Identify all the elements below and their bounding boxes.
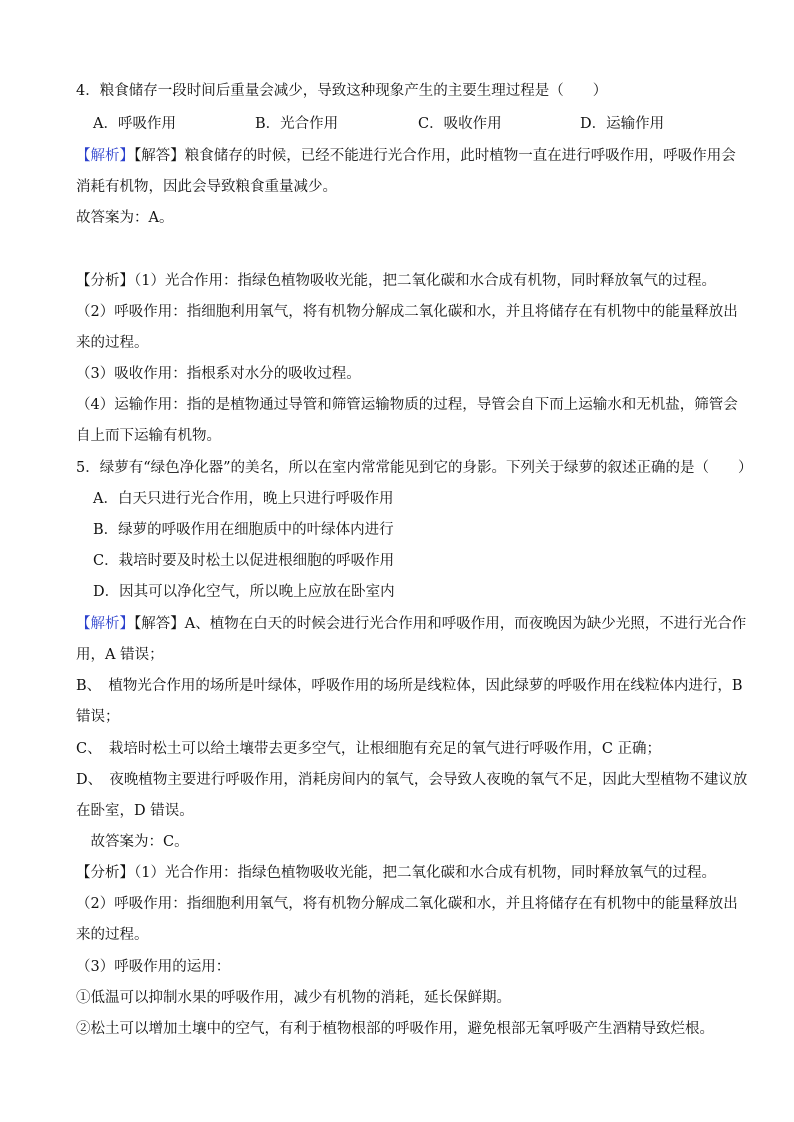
q5-d-line-1: D、 夜晚植物主要进行呼吸作用，消耗房间内的氧气，会导致人夜晚的氧气不足，因此大型植物不建议放 (76, 772, 748, 788)
q5-analysis-line: 来的过程。 (76, 927, 149, 943)
q5-option-d: D．因其可以净化空气，所以晚上应放在卧室内 (93, 584, 395, 600)
q5-d-line-2: 在卧室，D 错误。 (76, 803, 194, 819)
q4-analysis-line: （4）运输作用：指的是植物通过导管和筛管运输物质的过程，导管会自下而上运输水和无机盐，筛管会 (76, 397, 738, 413)
q4-option-d: D．运输作用 (580, 116, 665, 132)
q5-c-line: C、 栽培时松土可以给土壤带去更多空气，让根细胞有充足的氧气进行呼吸作用，C 正确； (76, 741, 662, 757)
q5-b-line-2: 错误； (76, 709, 120, 725)
q5-option-b: B．绿萝的呼吸作用在细胞质中的叶绿体内进行 (93, 522, 394, 538)
q4-option-a: A．呼吸作用 (93, 116, 176, 132)
q5-stem: 5．绿萝有“绿色净化器”的美名，所以在室内常常能见到它的身影。下列关于绿萝的叙述正确的是（ ） (76, 460, 753, 476)
q4-analysis-line: （3）吸收作用：指根系对水分的吸收过程。 (76, 366, 361, 382)
q4-analysis-line: 【分析】（1）光合作用：指绿色植物吸收光能，把二氧化碳和水合成有机物，同时释放氧气的过程。 (76, 273, 716, 289)
q5-option-c: C．栽培时要及时松土以促进根细胞的呼吸作用 (93, 553, 395, 569)
q5-analysis-line: ②松土可以增加土壤中的空气，有利于植物根部的呼吸作用，避免根部无氧呼吸产生酒精导致烂根。 (76, 1021, 714, 1037)
q4-stem: 4．粮食储存一段时间后重量会减少，导致这种现象产生的主要生理过程是（ ） (76, 83, 608, 99)
q5-answer-line-2: 用，A 错误； (76, 647, 164, 663)
q4-option-b: B．光合作用 (255, 116, 339, 132)
q5-analysis-line: ①低温可以抑制水果的呼吸作用，减少有机物的消耗，延长保鲜期。 (76, 990, 511, 1006)
q4-analysis-line: （2）呼吸作用：指细胞利用氧气，将有机物分解成二氧化碳和水，并且将储存在有机物中的能量释放出 (76, 304, 738, 320)
q5-analysis-line: （3）呼吸作用的运用： (76, 959, 231, 975)
q5-jiexi-tag: 【解析】 (76, 616, 134, 632)
q4-answer-line-2: 消耗有机物，因此会导致粮食重量减少。 (76, 179, 337, 195)
q4-final-answer: 故答案为：A。 (76, 210, 174, 226)
q4-answer-text-1: 【解答】粮食储存的时候，已经不能进行光合作用，此时植物一直在进行呼吸作用，呼吸作用会 (134, 148, 736, 164)
q5-answer-line-1 (76, 615, 746, 633)
q5-answer-text-1: 【解答】A、植物在白天的时候会进行光合作用和呼吸作用，而夜晚因为缺少光照，不进行光合作 (134, 616, 747, 632)
q5-analysis-line: （2）呼吸作用：指细胞利用氧气，将有机物分解成二氧化碳和水，并且将储存在有机物中的能量释放出 (76, 896, 738, 912)
q5-analysis-line: 【分析】（1）光合作用：指绿色植物吸收光能，把二氧化碳和水合成有机物，同时释放氧气的过程。 (76, 865, 716, 881)
q5-option-a: A．白天只进行光合作用，晚上只进行呼吸作用 (93, 491, 394, 507)
q4-option-c: C．吸收作用 (418, 116, 502, 132)
q5-final-answer: 故答案为：C。 (76, 834, 189, 850)
q5-b-line-1: B、 植物光合作用的场所是叶绿体，呼吸作用的场所是线粒体，因此绿萝的呼吸作用在线粒体内进行，B (76, 678, 743, 694)
q4-answer-line-1 (76, 147, 736, 165)
q4-analysis-line: 来的过程。 (76, 335, 149, 351)
q4-jiexi-tag: 【解析】 (76, 148, 134, 164)
q4-analysis-line: 自上而下运输有机物。 (76, 428, 221, 444)
